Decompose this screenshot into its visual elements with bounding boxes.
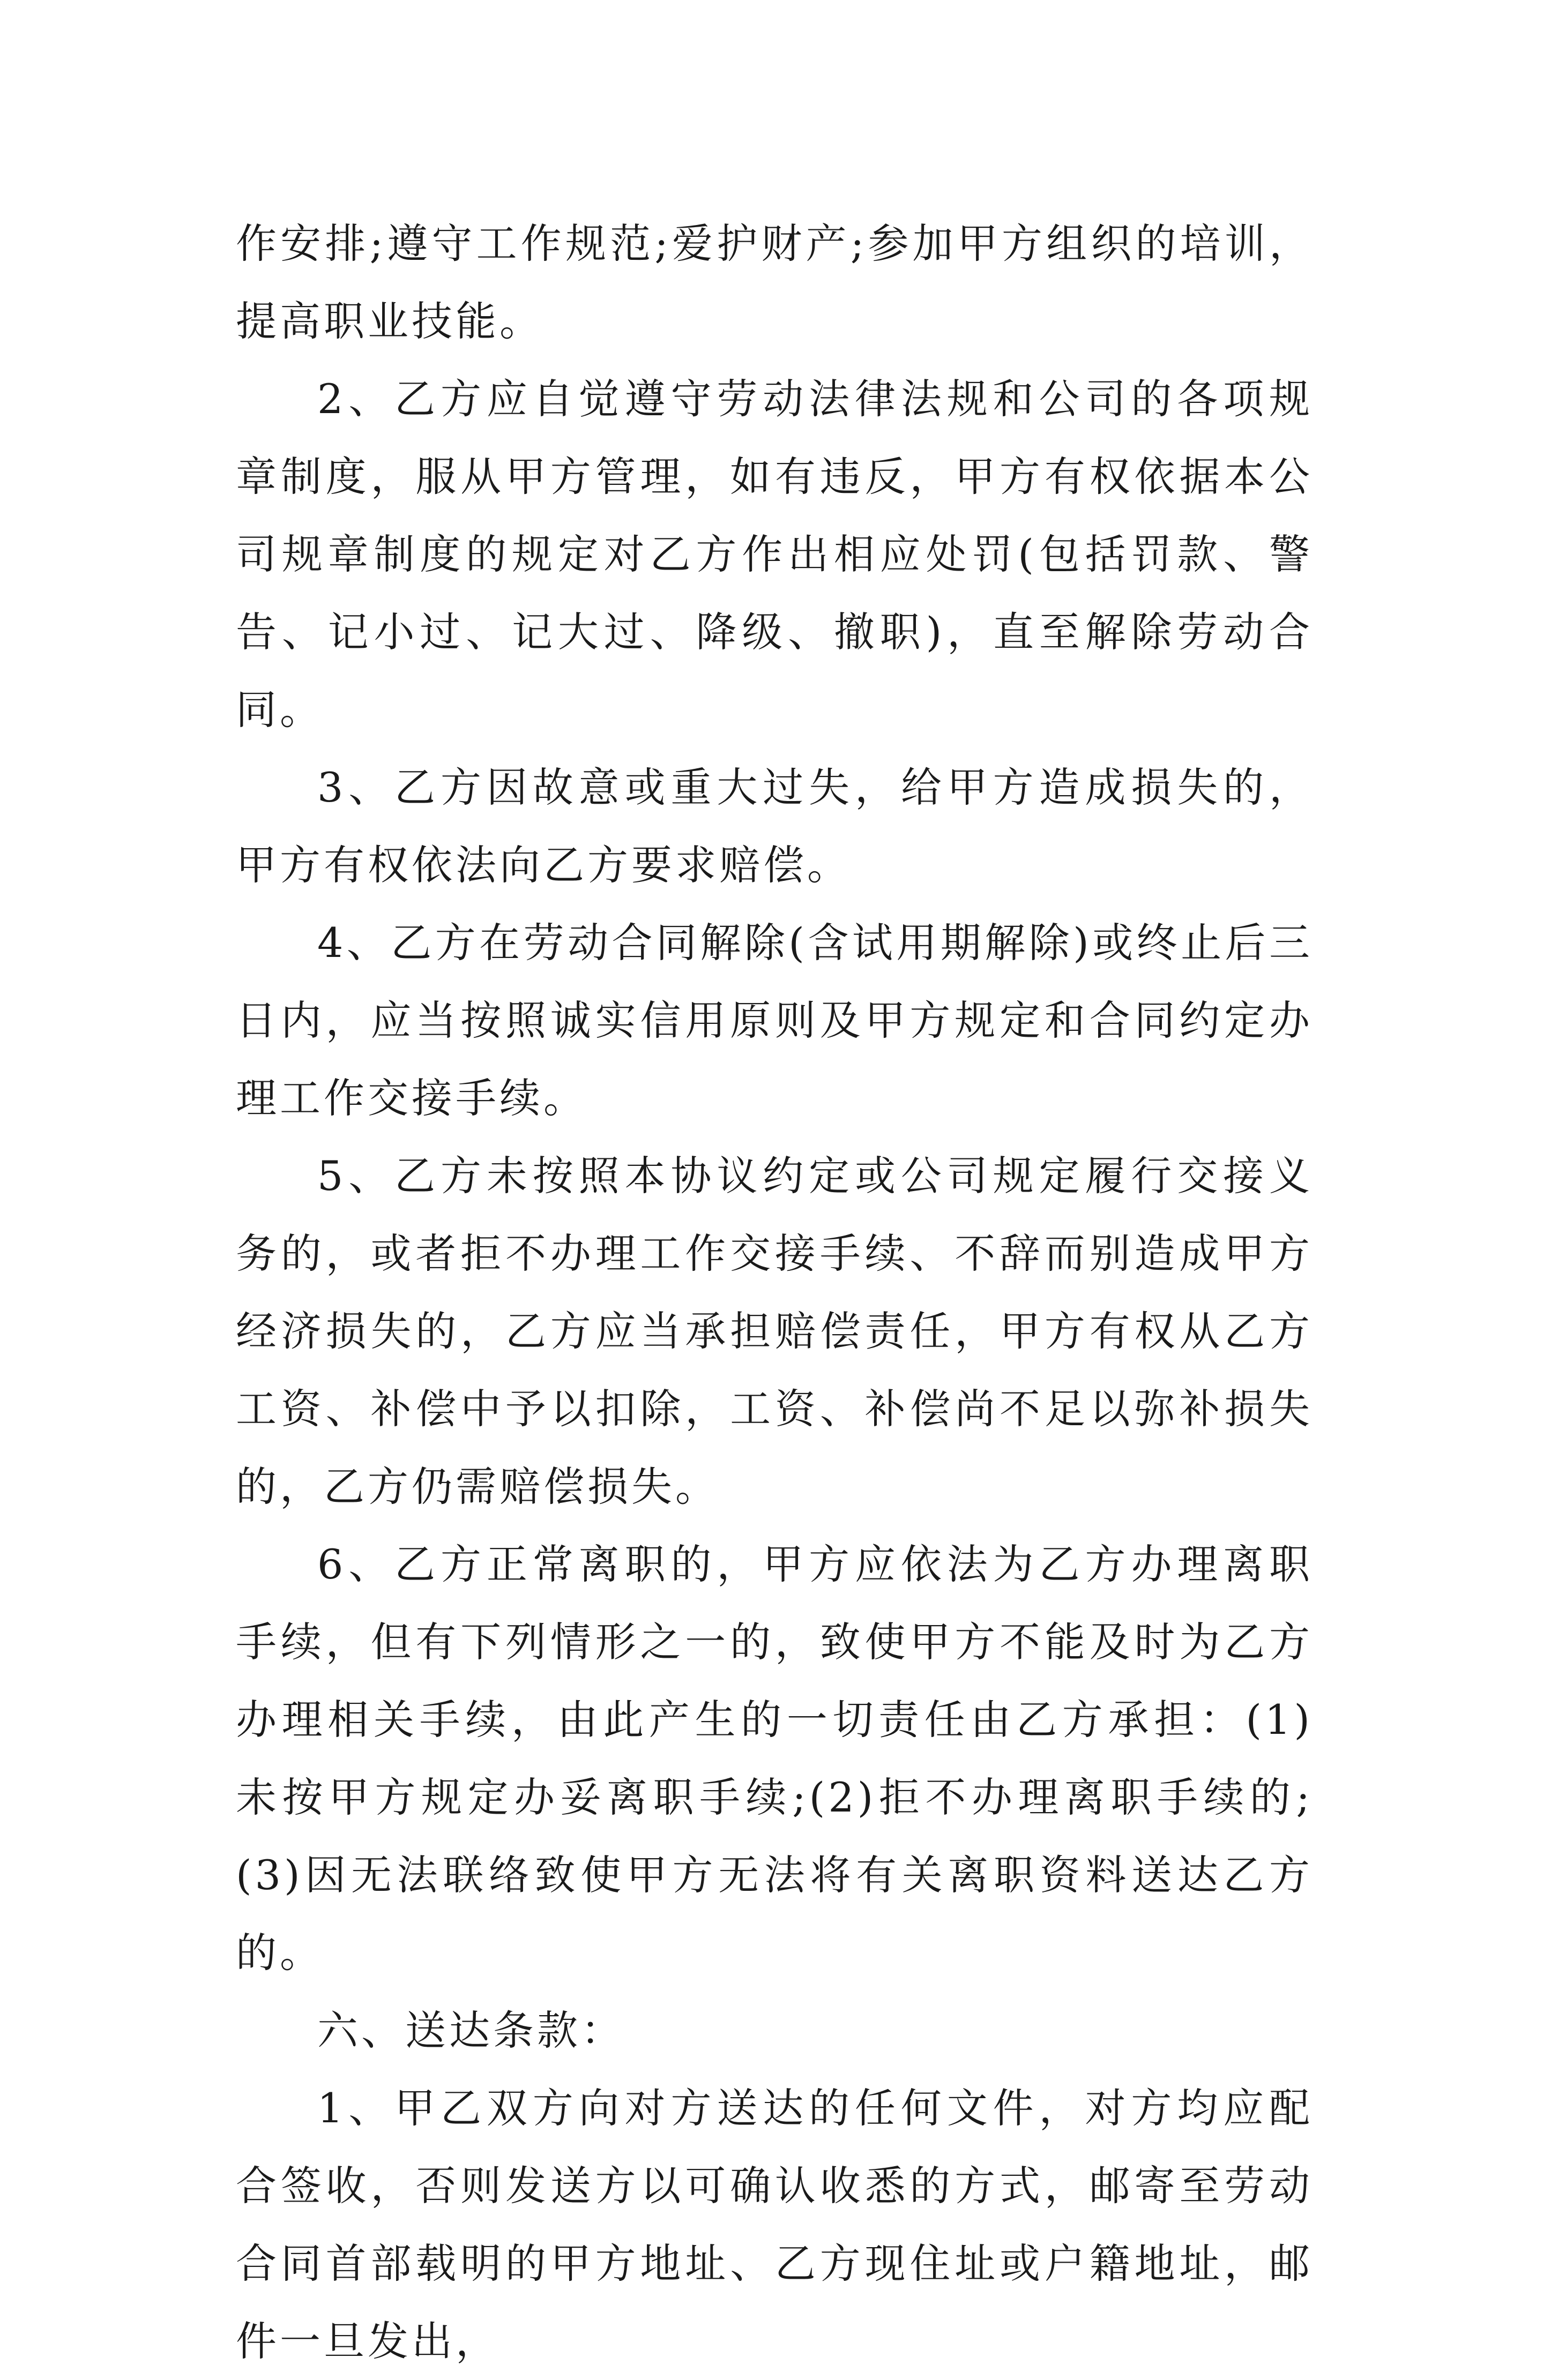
paragraph-delivery-clause-1: 1、甲乙双方向对方送达的任何文件，对方均应配合签收，否则发送方以可确认收悉的方式，邮寄至劳动合同首部载明的甲方地址、乙方现住址或户籍地址，邮件一旦发出， — [236, 2084, 1313, 2365]
paragraph-clause-3-compensation: 3、乙方因故意或重大过失，给甲方造成损失的，甲方有权依法向乙方要求赔偿。 — [236, 764, 1313, 889]
document-body — [236, 205, 1313, 2380]
paragraph-clause-2-compliance: 2、乙方应自觉遵守劳动法律法规和公司的各项规章制度，服从甲方管理，如有违反，甲方有权依据本公司规章制度的规定对乙方作出相应处罚(包括罚款、警告、记小过、记大过、降级、撤职)，直至解除劳动合同。 — [236, 375, 1313, 734]
section-heading-delivery-terms: 六、送达条款： — [317, 2007, 625, 2054]
paragraph-clause-6-resignation: 6、乙方正常离职的，甲方应依法为乙方办理离职手续，但有下列情形之一的，致使甲方不能及时为乙方办理相关手续，由此产生的一切责任由乙方承担：(1)未按甲方规定办妥离职手续;(2)拒不办理离职手续的;(3)因无法联络致使甲方无法将有关离职资料送达乙方的。 — [236, 1540, 1313, 1977]
paragraph-work-duties-continued: 作安排;遵守工作规范;爱护财产;参加甲方组织的培训，提高职业技能。 — [236, 220, 1313, 345]
paragraph-clause-5-liability: 5、乙方未按照本协议约定或公司规定履行交接义务的，或者拒不办理工作交接手续、不辞而别造成甲方经济损失的，乙方应当承担赔偿责任，甲方有权从乙方工资、补偿中予以扣除，工资、补偿尚不足以弥补损失的，乙方仍需赔偿损失。 — [236, 1152, 1313, 1510]
paragraph-clause-4-handover: 4、乙方在劳动合同解除(含试用期解除)或终止后三日内，应当按照诚实信用原则及甲方规定和合同约定办理工作交接手续。 — [236, 919, 1313, 1122]
